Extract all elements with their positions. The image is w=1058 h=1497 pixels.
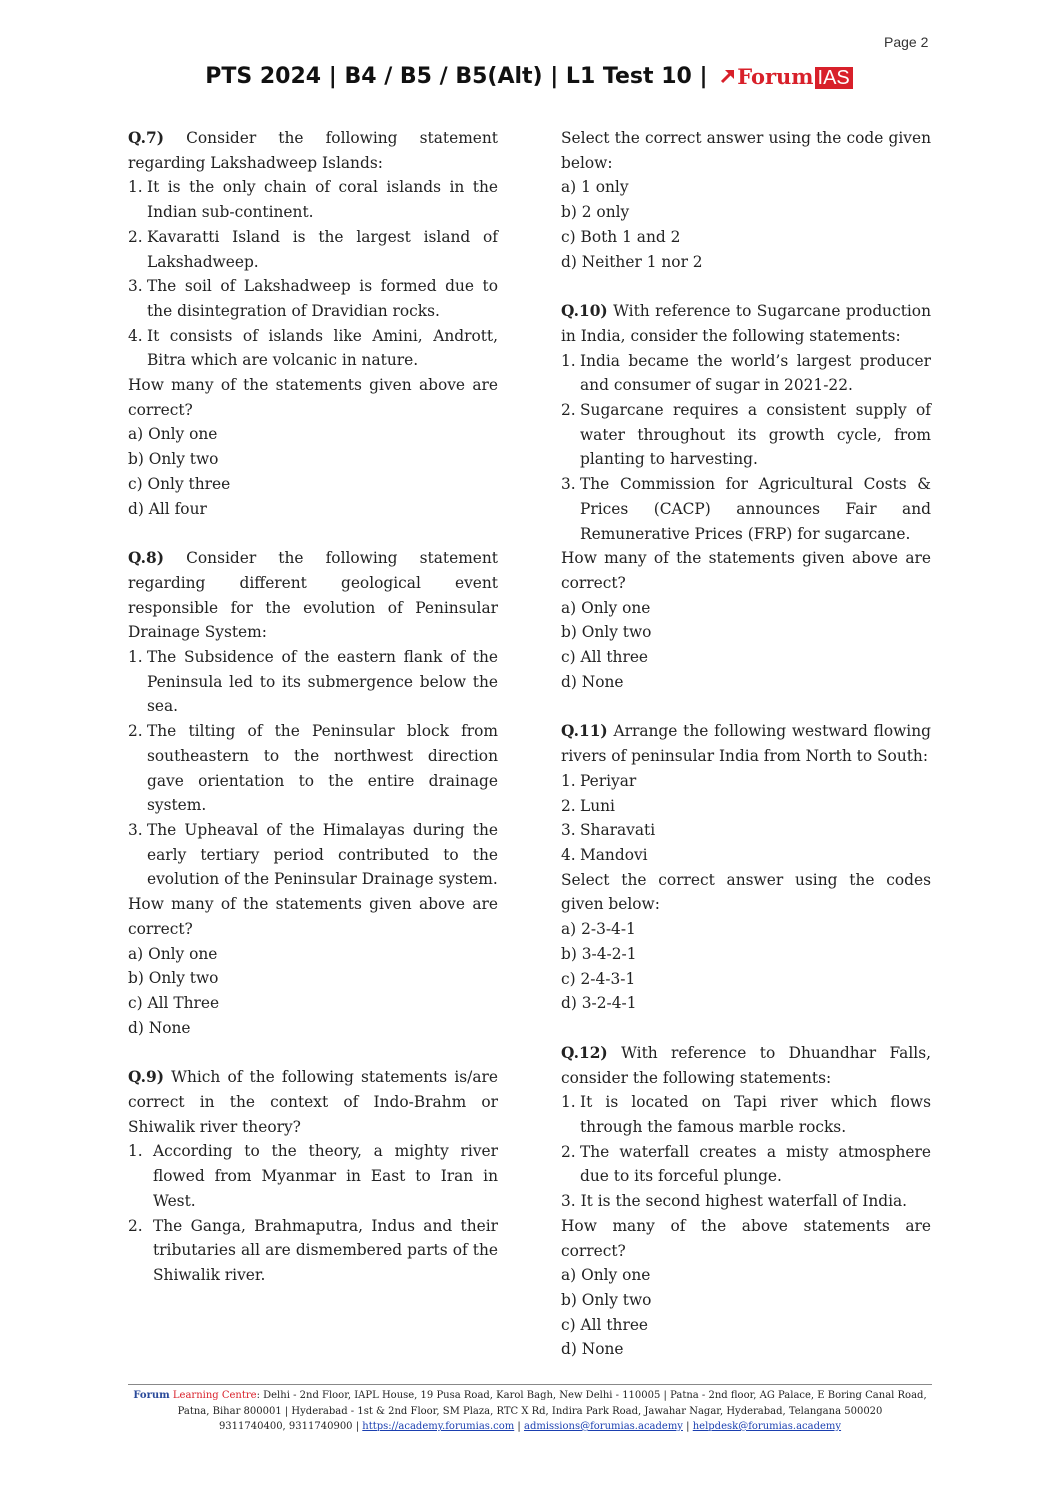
statement-item: 1. The Subsidence of the eastern flank of the Peninsula led to its submergence below the sea. — [128, 648, 498, 716]
statement-item: 1. According to the theory, a mighty river flowed from Myanmar in East to Iran in West. — [128, 1142, 498, 1210]
left-column — [128, 126, 498, 1288]
arrow-up-right-icon — [719, 67, 737, 85]
question-number: Q.11) — [561, 722, 608, 741]
question-number: Q.10) — [561, 302, 608, 321]
option: d) 3-2-4-1 — [561, 994, 637, 1013]
option: a) Only one — [561, 598, 651, 617]
question-stem: Q.7) Consider the following statement regarding Lakshadweep Islands: — [128, 129, 498, 172]
option: b) Only two — [561, 1290, 652, 1309]
option: c) All Three — [128, 993, 220, 1012]
logo-forum-text: Forum — [737, 64, 814, 89]
option: b) Only two — [128, 969, 219, 988]
option: d) All four — [128, 499, 207, 518]
statement-item: 4. Mandovi — [561, 845, 648, 864]
statement-item: 3. The Commission for Agricultural Costs & Prices (CACP) announces Fair and Remunerative Prices (FRP) for sugarcane. — [561, 475, 931, 543]
option: b) Only two — [561, 623, 652, 642]
question-instruction: Select the correct answer using the codes given below: — [561, 870, 931, 914]
option: c) 2-4-3-1 — [561, 969, 636, 988]
question-stem: Q.12) With reference to Dhuandhar Falls, consider the following statements: — [561, 1043, 931, 1087]
statement-item: 1. India became the world’s largest producer and consumer of sugar in 2021-22. — [561, 351, 931, 395]
footer-brand-learning-centre: Learning Centre — [172, 1390, 257, 1401]
page-number: Page 2 — [884, 34, 929, 50]
footer — [118, 1388, 942, 1435]
question-instruction: Select the correct answer using the code given below: — [561, 129, 931, 172]
question-stem: Q.10) With reference to Sugarcane production in India, consider the following statements: — [561, 302, 931, 345]
statement-item: 2. Luni — [561, 796, 615, 815]
option: d) None — [561, 1340, 624, 1359]
statement-item: 2. Kavaratti Island is the largest island of Lakshadweep. — [128, 227, 498, 271]
statement-item: 4. It consists of islands like Amini, Andrott, Bitra which are volcanic in nature. — [128, 326, 498, 370]
footer-addresses: : Delhi - 2nd Floor, IAPL House, 19 Pusa Road, Karol Bagh, New Delhi - 110005 | Patna - 2nd floor, AG Palace, E Boring Canal Road, Patna, Bihar 800001 | Hyderabad - 1st & 2nd Floor, SM Plaza, RTC X Rd, Indira Park Road, Jawahar Nagar, Hyderabad, Telangana 500020 — [177, 1390, 927, 1417]
question-9-continued — [561, 126, 931, 274]
statement-item: 2. The Ganga, Brahmaputra, Indus and their tributaries all are dismembered parts of the Shiwalik river. — [128, 1216, 498, 1284]
question-stem: Q.11) Arrange the following westward flowing rivers of peninsular India from North to South: — [561, 722, 931, 766]
statement-item: 3. It is the second highest waterfall of India. — [561, 1192, 908, 1211]
footer-separator: | — [517, 1421, 521, 1432]
statement-item: 2. The tilting of the Peninsular block from southeastern to the northwest direction gave orientation to the entire drainage system. — [128, 722, 498, 815]
question-10 — [561, 299, 931, 694]
option: a) Only one — [561, 1266, 651, 1285]
question-8 — [128, 546, 498, 1040]
question-instruction: How many of the above statements are correct? — [561, 1216, 931, 1260]
question-stem: Q.9) Which of the following statements is/are correct in the context of Indo-Brahm or Shiwalik river theory? — [128, 1068, 498, 1136]
question-11 — [561, 719, 931, 1015]
option: b) 2 only — [561, 203, 630, 222]
option: a) Only one — [128, 944, 218, 963]
question-stem: Q.8) Consider the following statement regarding different geological event responsible for the evolution of Peninsular Drainage System: — [128, 549, 498, 642]
question-instruction: How many of the statements given above are correct? — [561, 549, 931, 592]
option: d) None — [561, 672, 624, 691]
option: a) 1 only — [561, 178, 629, 197]
footer-brand-forum: Forum — [133, 1390, 170, 1401]
option: c) Only three — [128, 474, 231, 493]
question-9 — [128, 1065, 498, 1287]
option: a) 2-3-4-1 — [561, 920, 636, 939]
statement-item: 3. The Upheaval of the Himalayas during the early tertiary period contributed to the evolution of the Peninsular Drainage system. — [128, 820, 498, 889]
question-7 — [128, 126, 498, 521]
question-instruction: How many of the statements given above are correct? — [128, 376, 498, 419]
question-number: Q.9) — [128, 1068, 164, 1087]
option: d) Neither 1 nor 2 — [561, 252, 703, 271]
option: b) Only two — [128, 450, 219, 469]
question-number: Q.7) — [128, 129, 164, 147]
test-header — [0, 64, 1058, 90]
statement-item: 1. It is located on Tapi river which flows through the famous marble rocks. — [561, 1093, 931, 1137]
statement-item: 1. Periyar — [561, 771, 637, 790]
forumias-logo — [719, 64, 853, 90]
footer-phones: 9311740400, 9311740900 | — [218, 1421, 360, 1432]
footer-separator: | — [686, 1421, 690, 1432]
statement-item: 3. The soil of Lakshadweep is formed due to the disintegration of Dravidian rocks. — [128, 277, 498, 320]
question-number: Q.8) — [128, 549, 164, 568]
statement-item: 3. Sharavati — [561, 821, 656, 840]
question-instruction: How many of the statements given above are correct? — [128, 895, 498, 938]
statement-item: 2. The waterfall creates a misty atmosphere due to its forceful plunge. — [561, 1142, 931, 1186]
academy-website-link[interactable]: https://academy.forumias.com — [362, 1421, 515, 1432]
option: c) All three — [561, 648, 649, 667]
option: c) All three — [561, 1315, 649, 1334]
option: d) None — [128, 1018, 191, 1037]
footer-divider — [128, 1384, 932, 1385]
admissions-email-link[interactable]: admissions@forumias.academy — [523, 1421, 683, 1432]
statement-item: 2. Sugarcane requires a consistent supply of water throughout its growth cycle, from planting to harvesting. — [561, 401, 931, 469]
helpdesk-email-link[interactable]: helpdesk@forumias.academy — [692, 1421, 842, 1432]
option: b) 3-4-2-1 — [561, 944, 637, 963]
test-title: PTS 2024 | B4 / B5 / B5(Alt) | L1 Test 10 | — [205, 64, 708, 89]
logo-ias-text: IAS — [815, 67, 853, 89]
option: a) Only one — [128, 425, 218, 444]
right-column — [561, 126, 931, 1362]
option: c) Both 1 and 2 — [561, 227, 681, 246]
question-12 — [561, 1041, 931, 1362]
statement-item: 1. It is the only chain of coral islands in the Indian sub-continent. — [128, 178, 498, 222]
question-number: Q.12) — [561, 1043, 608, 1062]
